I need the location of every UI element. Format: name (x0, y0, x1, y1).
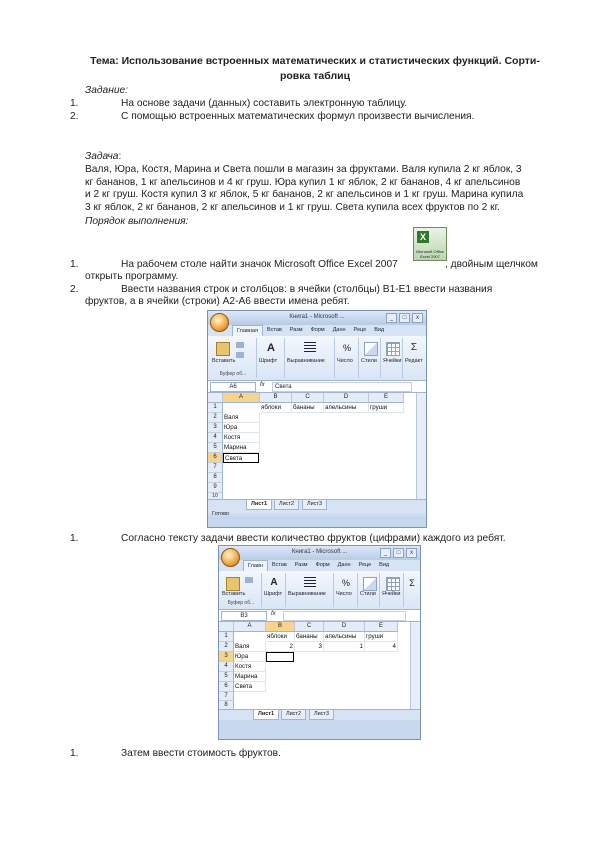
tab-formulas-2[interactable]: Форм (315, 562, 330, 568)
step-4-num: 1. (70, 748, 79, 759)
row-header-1[interactable]: 1 (208, 403, 223, 413)
vertical-scrollbar[interactable] (416, 393, 426, 499)
col-header-e[interactable]: E (369, 393, 404, 403)
cells-label[interactable]: Ячейки (383, 358, 402, 364)
window-controls (386, 313, 423, 323)
cells-label-2[interactable]: Ячейки (382, 591, 401, 597)
row-header-3-2[interactable]: 3 (219, 652, 234, 662)
ribbon (208, 336, 426, 381)
step-1-line-1b: , двойным щелчком (445, 259, 538, 270)
document-title (85, 54, 545, 84)
excel-window-2[interactable] (218, 545, 421, 740)
row-header-1-2[interactable]: 1 (219, 632, 234, 642)
row-header-2[interactable]: 2 (208, 413, 223, 423)
status-bar (208, 510, 426, 519)
step-3-num: 1. (70, 533, 79, 544)
group-styles-2 (359, 573, 380, 607)
group-number (336, 338, 359, 378)
tab-view[interactable]: Вид (374, 327, 385, 333)
minimize-button[interactable]: _ (386, 313, 397, 323)
step-1-line-2: открыть программу. (85, 271, 179, 282)
task-item-2-text: С помощью встроенных математических формул произвести вычисления. (121, 111, 475, 122)
font-label[interactable]: Шрифт (259, 358, 278, 364)
task-heading: Задание: (85, 85, 128, 96)
row-header-7-2[interactable]: 7 (219, 692, 234, 701)
group-cells-2 (381, 573, 404, 607)
ribbon-2 (219, 571, 420, 610)
formula-input[interactable]: Света (272, 382, 412, 392)
col-header-d-2[interactable]: D (324, 622, 365, 632)
sheet-tabs-bar (208, 499, 426, 510)
excel-titlebar-2 (219, 546, 420, 560)
excel-icon-label: Microsoft Office Excel 2007 (416, 249, 444, 259)
cell-a2[interactable]: Валя (223, 413, 260, 423)
step-4-text: Затем ввести стоимость фруктов. (121, 748, 281, 759)
cell-d2-2[interactable]: 1 (324, 642, 365, 652)
status-text: Готово (212, 511, 229, 517)
group-clipboard-2 (221, 573, 262, 607)
cell-a2-2[interactable]: Валя (234, 642, 266, 652)
cell-a5[interactable]: Марина (223, 443, 260, 453)
styles-icon[interactable] (364, 342, 378, 356)
tab-data[interactable]: Данн (332, 327, 346, 333)
row-header-7[interactable]: 7 (208, 463, 223, 473)
row-header-6[interactable]: 6 (208, 453, 223, 463)
problem-heading-colon: : (118, 151, 122, 162)
name-box[interactable]: A6 (210, 382, 256, 392)
close-button[interactable]: x (412, 313, 423, 323)
corner-select-all-2[interactable] (219, 622, 234, 632)
problem-line-1: Валя, Юра, Костя, Марина и Света пошли в магазин за фруктами. Валя купила 2 кг яблок, 3 (85, 164, 522, 175)
name-box-2[interactable]: B3 (221, 611, 267, 621)
step-2-line-1: Ввести названия строк и столбцов: в ячейки (столбцы) B1-E1 ввести названия (121, 284, 493, 295)
styles-label[interactable]: Стили (361, 358, 377, 364)
align-icon-2[interactable] (304, 577, 316, 589)
group-clipboard (210, 338, 257, 378)
formula-bar-2 (219, 610, 420, 622)
step-2-num: 2. (70, 284, 79, 295)
office-button-2[interactable] (221, 548, 240, 567)
styles-icon-2[interactable] (363, 577, 377, 591)
group-styles (360, 338, 381, 378)
cell-b1[interactable]: яблоки (260, 403, 292, 413)
row-header-6-2[interactable]: 6 (219, 682, 234, 692)
problem-text (85, 164, 545, 214)
tab-formulas[interactable]: Форм (310, 327, 325, 333)
cell-a3[interactable]: Юра (223, 423, 260, 433)
excel-titlebar (208, 311, 426, 325)
tab-review-2[interactable]: Реце (358, 562, 372, 568)
cell-d1[interactable]: апельсины (324, 403, 369, 413)
clipboard-group-label: Буфер об... (219, 371, 247, 377)
cell-c1-2[interactable]: бананы (295, 632, 324, 642)
office-button[interactable] (210, 313, 229, 332)
col-header-b-2[interactable]: B (266, 622, 295, 632)
sum-icon-2[interactable]: Σ (409, 578, 415, 588)
styles-label-2[interactable]: Стили (360, 591, 376, 597)
task-item-1-num: 1. (70, 98, 79, 109)
sheet-tab-3[interactable]: Лист3 (302, 500, 327, 510)
tab-view-2[interactable]: Вид (379, 562, 390, 568)
row-header-10[interactable]: 10 (208, 493, 223, 500)
font-icon-2[interactable]: A (270, 577, 278, 588)
group-number-2 (335, 573, 358, 607)
row-header-8-2[interactable]: 8 (219, 701, 234, 710)
task-item-2-num: 2. (70, 111, 79, 122)
col-header-b[interactable]: B (260, 393, 292, 403)
window-title-2: Книга1 - Microsoft ... (291, 549, 348, 555)
worksheet-grid-2[interactable] (219, 622, 420, 709)
ribbon-tabs (208, 325, 426, 336)
row-header-4-2[interactable]: 4 (219, 662, 234, 672)
cell-a4-2[interactable]: Костя (234, 662, 266, 672)
group-editing (404, 338, 424, 378)
col-header-e-2[interactable]: E (365, 622, 398, 632)
row-header-9[interactable]: 9 (208, 483, 223, 493)
step-3-text: Согласно тексту задачи ввести количество фруктов (цифрами) каждого из ребят. (121, 533, 506, 544)
clipboard-group-label-2: Буфер об... (227, 600, 255, 606)
paste-label-2[interactable]: Вставить (222, 591, 246, 597)
step-2-line-2: фруктов, а в ячейки (строки) A2-A6 ввести имена ребят. (85, 296, 350, 307)
sheet-tab-2-2[interactable]: Лист2 (281, 710, 306, 720)
percent-icon-2[interactable]: % (341, 578, 350, 588)
group-cells (382, 338, 403, 378)
align-icon[interactable] (304, 342, 316, 354)
alignment-label[interactable]: Выравнивание (287, 358, 325, 364)
cell-a6-active[interactable]: Света (223, 453, 259, 463)
cells-icon[interactable] (386, 342, 400, 356)
tab-home-2[interactable]: Главн (243, 560, 268, 571)
step-1-num: 1. (70, 259, 79, 270)
window-title: Книга1 - Microsoft ... (289, 314, 345, 320)
editing-label[interactable]: Редакт (405, 358, 423, 364)
procedure-heading: Порядок выполнения: (85, 216, 189, 227)
row-header-5-2[interactable]: 5 (219, 672, 234, 682)
tab-layout[interactable]: Разм (289, 327, 303, 333)
col-header-a[interactable]: A (223, 393, 260, 403)
cells-icon-2[interactable] (386, 577, 400, 591)
cell-c2-2[interactable]: 3 (295, 642, 324, 652)
cell-a6-2[interactable]: Света (234, 682, 266, 692)
cell-e1[interactable]: груши (369, 403, 404, 413)
tab-data-2[interactable]: Данн (337, 562, 351, 568)
cut-icon-2[interactable] (245, 577, 253, 583)
tab-home[interactable]: Главная (232, 325, 263, 336)
font-label-2[interactable]: Шрифт (264, 591, 283, 597)
excel-window-1[interactable] (207, 310, 427, 528)
title-line-2: ровка таблиц (279, 70, 351, 82)
cell-c1[interactable]: бананы (292, 403, 324, 413)
sheet-tab-1[interactable]: Лист1 (246, 500, 272, 510)
row-header-8[interactable]: 8 (208, 473, 223, 483)
sheet-tab-3-2[interactable]: Лист3 (309, 710, 334, 720)
step-1-line-1a: На рабочем столе найти значок Microsoft Office Excel 2007 (121, 259, 398, 270)
fx-icon[interactable]: fx (260, 382, 265, 388)
col-header-c[interactable]: C (292, 393, 324, 403)
problem-line-2: кг бананов, 1 кг апельсинов и 4 кг груш. Юра купил 1 кг яблок, 2 кг бананов, 4 кг апельсинов (85, 176, 521, 188)
formula-bar (208, 381, 426, 393)
row-header-4[interactable]: 4 (208, 433, 223, 443)
tab-insert-2[interactable]: Встав (271, 562, 287, 568)
group-font-2 (263, 573, 286, 607)
tab-insert[interactable]: Встав (266, 327, 282, 333)
corner-select-all[interactable] (208, 393, 223, 403)
row-header-2-2[interactable]: 2 (219, 642, 234, 652)
ribbon-tabs-2 (219, 560, 420, 571)
tab-layout-2[interactable]: Разм (294, 562, 308, 568)
col-header-a-2[interactable]: A (234, 622, 266, 632)
tab-review[interactable]: Реце (353, 327, 367, 333)
sheet-tabs-bar-2 (219, 709, 420, 720)
number-label-2[interactable]: Число (336, 591, 352, 597)
group-alignment-2 (287, 573, 334, 607)
group-alignment (286, 338, 335, 378)
font-icon[interactable]: A (267, 342, 275, 354)
group-editing-2 (405, 573, 418, 607)
cell-b3-active[interactable] (266, 652, 294, 662)
cell-b2-2[interactable]: 2 (266, 642, 295, 652)
row-header-5[interactable]: 5 (208, 443, 223, 453)
maximize-button-2[interactable]: □ (393, 548, 404, 558)
formula-input-2[interactable] (283, 611, 406, 621)
title-line-1: Тема: Использование встроенных математических и статистических функций. Сорти- (90, 55, 540, 67)
paste-icon-2[interactable] (226, 577, 240, 591)
problem-heading-label: Задача (85, 151, 119, 162)
sheet-tab-2[interactable]: Лист2 (274, 500, 299, 510)
excel-2007-icon[interactable] (413, 227, 447, 261)
cell-b1-2[interactable]: яблоки (266, 632, 295, 642)
close-button-2[interactable]: x (406, 548, 417, 558)
sum-icon[interactable]: Σ (410, 342, 418, 353)
window-controls-2 (380, 548, 417, 558)
percent-icon[interactable]: % (342, 343, 351, 353)
worksheet-grid[interactable] (208, 393, 426, 499)
number-label[interactable]: Число (337, 358, 353, 364)
cut-icon[interactable] (236, 342, 244, 348)
sheet-tab-1-2[interactable]: Лист1 (253, 710, 279, 720)
paste-icon[interactable] (216, 342, 230, 356)
paste-label[interactable]: Вставить (212, 358, 236, 364)
cell-a3-2[interactable]: Юра (234, 652, 266, 662)
minimize-button-2[interactable]: _ (380, 548, 391, 558)
task-item-1-text: На основе задачи (данных) составить электронную таблицу. (121, 98, 408, 109)
cell-a5-2[interactable]: Марина (234, 672, 266, 682)
col-header-d[interactable]: D (324, 393, 369, 403)
copy-icon[interactable] (236, 352, 244, 358)
group-font (258, 338, 285, 378)
maximize-button[interactable]: □ (399, 313, 410, 323)
problem-line-4: 3 кг яблок, 2 кг бананов, 2 кг апельсинов и 1 кг груш. Света купила всех фруктов по 2 кг. (85, 201, 500, 213)
excel-x-glyph: X (417, 231, 429, 243)
cell-e1-2[interactable]: груши (365, 632, 398, 642)
problem-heading (85, 151, 121, 164)
col-header-c-2[interactable]: C (295, 622, 324, 632)
row-header-3[interactable]: 3 (208, 423, 223, 433)
cell-e2-2[interactable]: 4 (365, 642, 398, 652)
cell-a4[interactable]: Костя (223, 433, 260, 443)
fx-icon-2[interactable]: fx (271, 611, 276, 617)
cell-d1-2[interactable]: апельсины (324, 632, 365, 642)
vertical-scrollbar-2[interactable] (410, 622, 420, 709)
alignment-label-2[interactable]: Выравнивание (288, 591, 326, 597)
problem-line-3: и 2 кг груш. Костя купил 3 кг яблок, 5 кг бананов, 2 кг апельсинов и 1 кг груш. Марина купила (85, 189, 524, 201)
